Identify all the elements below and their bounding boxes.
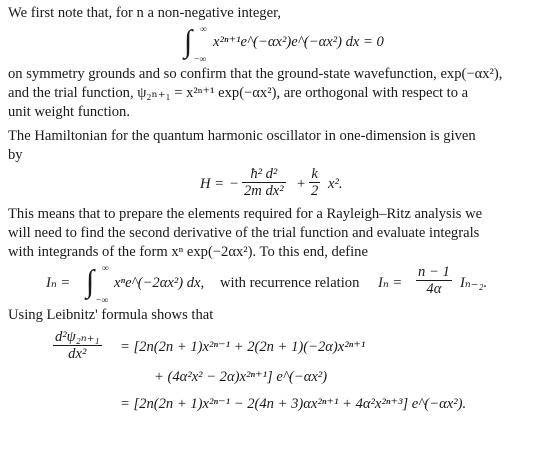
equation-integrand: x²ⁿ⁺¹e^(−αx²)e^(−αx²) dx = 0 (213, 34, 384, 50)
equation-integral-definition (8, 262, 553, 306)
recurrence-fraction-denominator: 4α (426, 281, 442, 297)
second-derivative-denominator: dx² (68, 346, 87, 362)
second-derivative-line2: + (4α²x² − 2α)x²ⁿ⁺¹] e^(−αx²) (154, 369, 328, 385)
hamiltonian-lhs: H = (200, 176, 225, 192)
minus-sign: − (230, 176, 239, 192)
fraction-potential-numerator: k (309, 166, 320, 183)
paragraph-leibnitz: Using Leibnitz' formula shows that (8, 307, 214, 323)
paragraph-intro: We first note that, for n a non-negative integer, (8, 5, 281, 21)
paragraph-hamiltonian-line2: by (8, 147, 23, 163)
paragraph-rayleigh-ritz-line1: This means that to prepare the elements required for a Rayleigh–Ritz analysis we (8, 206, 483, 222)
paragraph-hamiltonian-line1: The Hamiltonian for the quantum harmonic oscillator in one-dimension is given (8, 128, 476, 144)
equation-hamiltonian (8, 165, 553, 205)
integral-upper-limit: ∞ (200, 25, 207, 35)
paragraph-symmetry-line2: and the trial function, ψ₂ₙ₊₁ = x²ⁿ⁺¹ exp(−αx²), are orthogonal with respect to a (8, 85, 469, 101)
integral-lower-limit: −∞ (194, 55, 207, 65)
hamiltonian-tail: x². (328, 176, 343, 192)
paragraph-rayleigh-ritz-line2: will need to find the second derivative of the trial function and evaluate integrals (8, 225, 480, 241)
paper-page (8, 4, 553, 417)
plus-sign: + (297, 176, 306, 192)
paragraph-symmetry-line1: on symmetry grounds and so confirm that the ground-state wavefunction, exp(−αx²), (8, 66, 503, 82)
second-derivative-lhs (53, 329, 102, 362)
integral-sign: ∫ (184, 24, 193, 59)
fraction-kinetic-denominator: 2m dx² (244, 183, 284, 199)
recurrence-tail: Iₙ₋₂. (460, 275, 488, 291)
paragraph-symmetry-line3: unit weight function. (8, 104, 131, 120)
paragraph-rayleigh-ritz-line3: with integrands of the form xⁿ exp(−2αx²). To this end, define (8, 244, 368, 260)
recurrence-label: with recurrence relation (220, 275, 360, 291)
fraction-potential-denominator: 2 (311, 183, 319, 199)
recurrence-fraction (416, 264, 452, 297)
integral-lower-limit: −∞ (96, 296, 109, 306)
second-derivative-line3: = [2n(2n + 1)x²ⁿ⁻¹ − 2(4n + 3)αx²ⁿ⁺¹ + 4α²x²ⁿ⁺³] e^(−αx²). (120, 396, 467, 412)
integral-upper-limit: ∞ (102, 264, 109, 274)
equation-orthogonality (8, 23, 553, 65)
integral-definition-integrand: xⁿe^(−2αx²) dx, (114, 275, 205, 291)
recurrence-fraction-numerator: n − 1 (418, 264, 450, 280)
fraction-kinetic (242, 166, 286, 199)
fraction-potential (309, 166, 320, 199)
second-derivative-line1: = [2n(2n + 1)x²ⁿ⁻¹ + 2(2n + 1)(−2α)x²ⁿ⁺¹ (120, 339, 366, 355)
recurrence-lhs: Iₙ = (378, 275, 403, 291)
fraction-kinetic-numerator: ħ² d² (242, 166, 286, 183)
equation-second-derivative (8, 325, 553, 417)
integral-sign: ∫ (86, 264, 95, 299)
second-derivative-numerator: d²ψ₂ₙ₊₁ (55, 329, 100, 345)
integral-definition-lhs: Iₙ = (46, 275, 71, 291)
